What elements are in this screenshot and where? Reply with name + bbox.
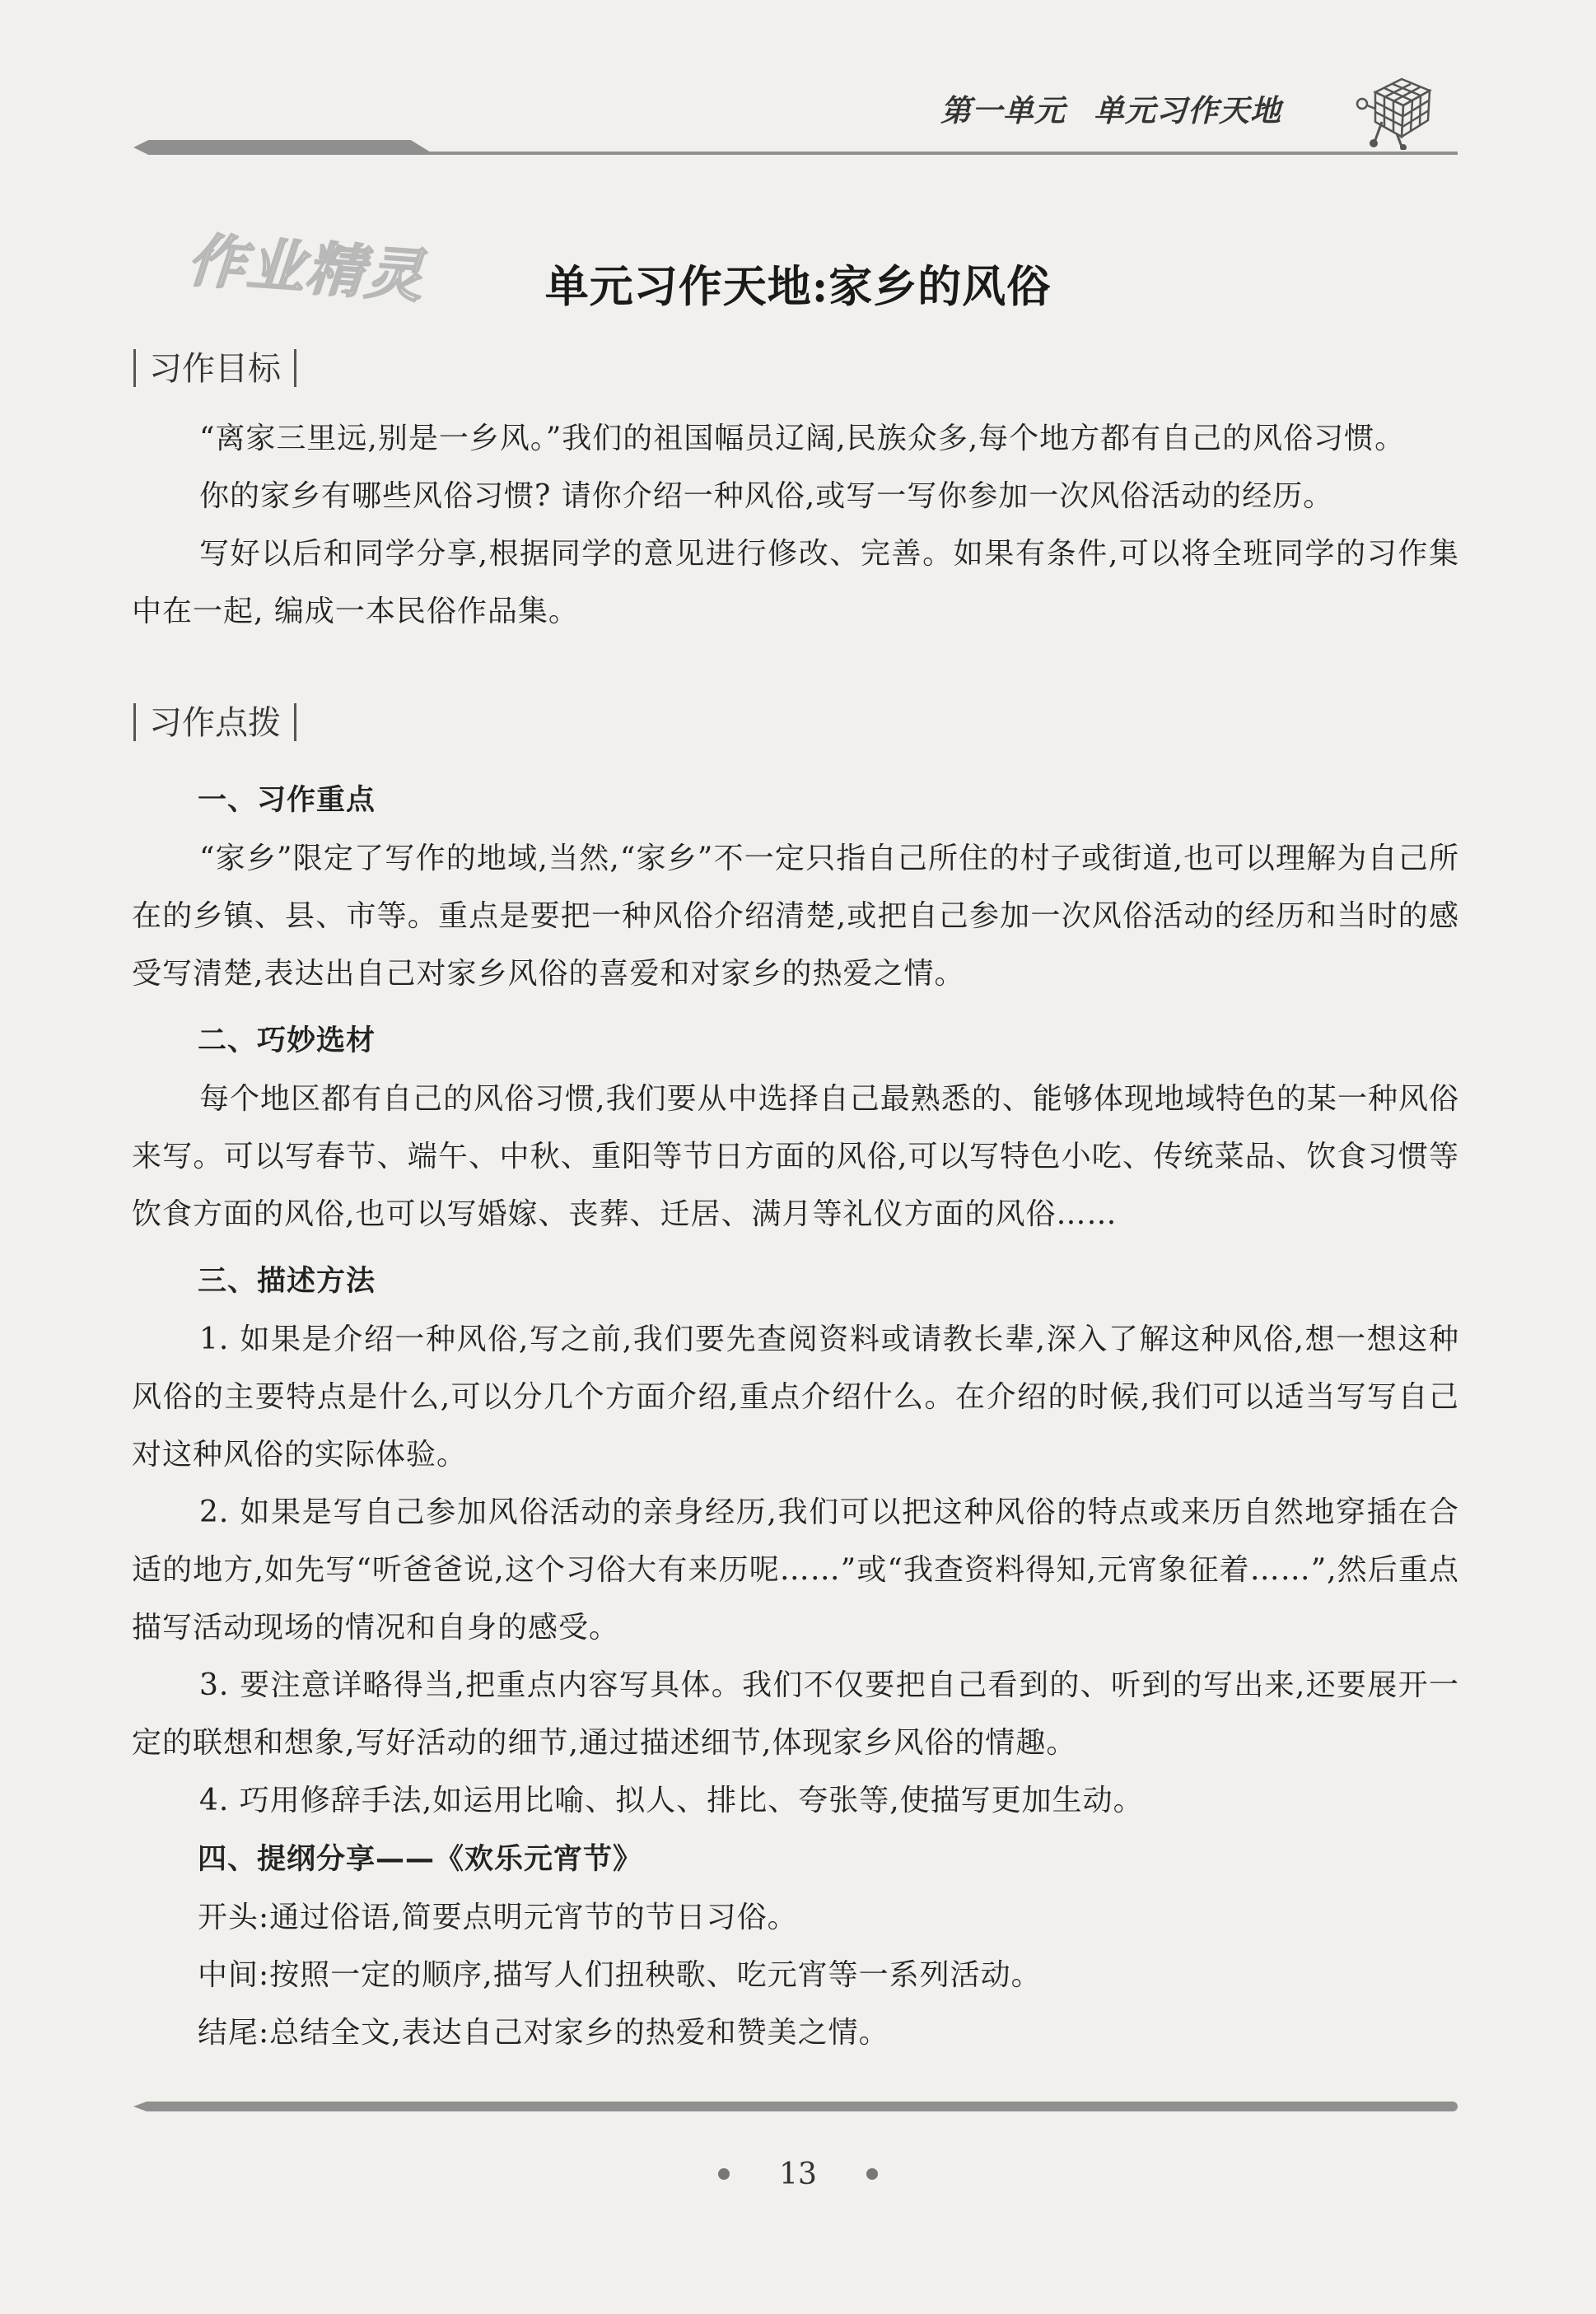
outline-item: 中间:按照一定的顺序,描写人们扭秧歌、吃元宵等一系列活动。	[198, 1958, 1042, 1992]
page-number: 13	[779, 2158, 817, 2191]
material-text	[132, 1071, 1459, 1243]
key-points-text	[132, 830, 1459, 1003]
header-rule	[133, 140, 435, 155]
rubiks-cube-icon	[1351, 68, 1441, 150]
section-tag-goal-label: 习作目标	[149, 350, 281, 388]
heading-methods: 三、描述方法	[198, 1265, 376, 1298]
goal-paragraph: 你的家乡有哪些风俗习惯? 请你介绍一种风俗,或写一写你参加一次风俗活动的经历。	[199, 479, 1334, 513]
heading-outline: 四、提纲分享——《欢乐元宵节》	[198, 1843, 643, 1876]
goal-paragraph: 写好以后和同学分享,根据同学的意见进行修改、完善。如果有条件,可以将全班同学的习作集中在一起, 编成一本民俗作品集。	[132, 537, 1459, 628]
methods-text	[132, 1311, 1459, 1830]
running-head	[940, 86, 1281, 130]
method-item: 3. 要注意详略得当,把重点内容写具体。我们不仅要把自己看到的、听到的写出来,还要展开一定的联想和想象,写好活动的细节,通过描述细节,体现家乡风俗的情趣。	[132, 1668, 1459, 1760]
outline-text	[132, 1889, 1459, 2062]
section-tag-goal	[133, 346, 296, 392]
running-head-unit: 第一单元	[940, 92, 1066, 128]
section-tag-tips	[133, 700, 296, 746]
key-points-paragraph: “家乡”限定了写作的地域,当然,“家乡”不一定只指自己所住的村子或街道,也可以理解为自己所在的乡镇、县、市等。重点是要把一种风俗介绍清楚,或把自己参加一次风俗活动的经历和当时的感受写清楚,表达出自己对家乡风俗的喜爱和对家乡的热爱之情。	[132, 842, 1459, 991]
running-head-section: 单元习作天地	[1094, 92, 1281, 128]
footer	[0, 2158, 1596, 2191]
outline-item: 结尾:总结全文,表达自己对家乡的热爱和赞美之情。	[198, 2016, 889, 2050]
watermark: 作业精灵	[185, 226, 427, 310]
outline-item: 开头:通过俗语,简要点明元宵节的节日习俗。	[198, 1901, 798, 1934]
material-paragraph: 每个地区都有自己的风俗习惯,我们要从中选择自己最熟悉的、能够体现地域特色的某一种风俗来写。可以写春节、端午、中秋、重阳等节日方面的风俗,可以写特色小吃、传统菜品、饮食习惯等饮食方面的风俗,也可以写婚嫁、丧葬、迁居、满月等礼仪方面的风俗……	[132, 1082, 1459, 1231]
heading-material: 二、巧妙选材	[198, 1024, 376, 1057]
method-item: 1. 如果是介绍一种风俗,写之前,我们要先查阅资料或请教长辈,深入了解这种风俗,想一想这种风俗的主要特点是什么,可以分几个方面介绍,重点介绍什么。在介绍的时候,我们可以适当写写自己对这种风俗的实际体验。	[132, 1323, 1459, 1472]
goal-text	[132, 410, 1459, 641]
goal-paragraph: “离家三里远,别是一乡风。”我们的祖国幅员辽阔,民族众多,每个地方都有自己的风俗习惯。	[199, 422, 1406, 455]
footer-rule	[133, 2102, 1458, 2111]
header-rule-line	[428, 152, 1458, 155]
heading-key-points: 一、习作重点	[198, 784, 376, 817]
footer-dot	[866, 2168, 878, 2180]
section-tag-tips-label: 习作点拨	[149, 704, 281, 742]
method-item: 2. 如果是写自己参加风俗活动的亲身经历,我们可以把这种风俗的特点或来历自然地穿插在合适的地方,如先写“听爸爸说,这个习俗大有来历呢……”或“我查资料得知,元宵象征着……”,然后重点描写活动现场的情况和自身的感受。	[132, 1495, 1459, 1645]
method-item: 4. 巧用修辞手法,如运用比喻、拟人、排比、夸张等,使描写更加生动。	[199, 1784, 1144, 1817]
page-title: 单元习作天地:家乡的风俗	[544, 261, 1052, 312]
footer-dot	[718, 2168, 730, 2180]
